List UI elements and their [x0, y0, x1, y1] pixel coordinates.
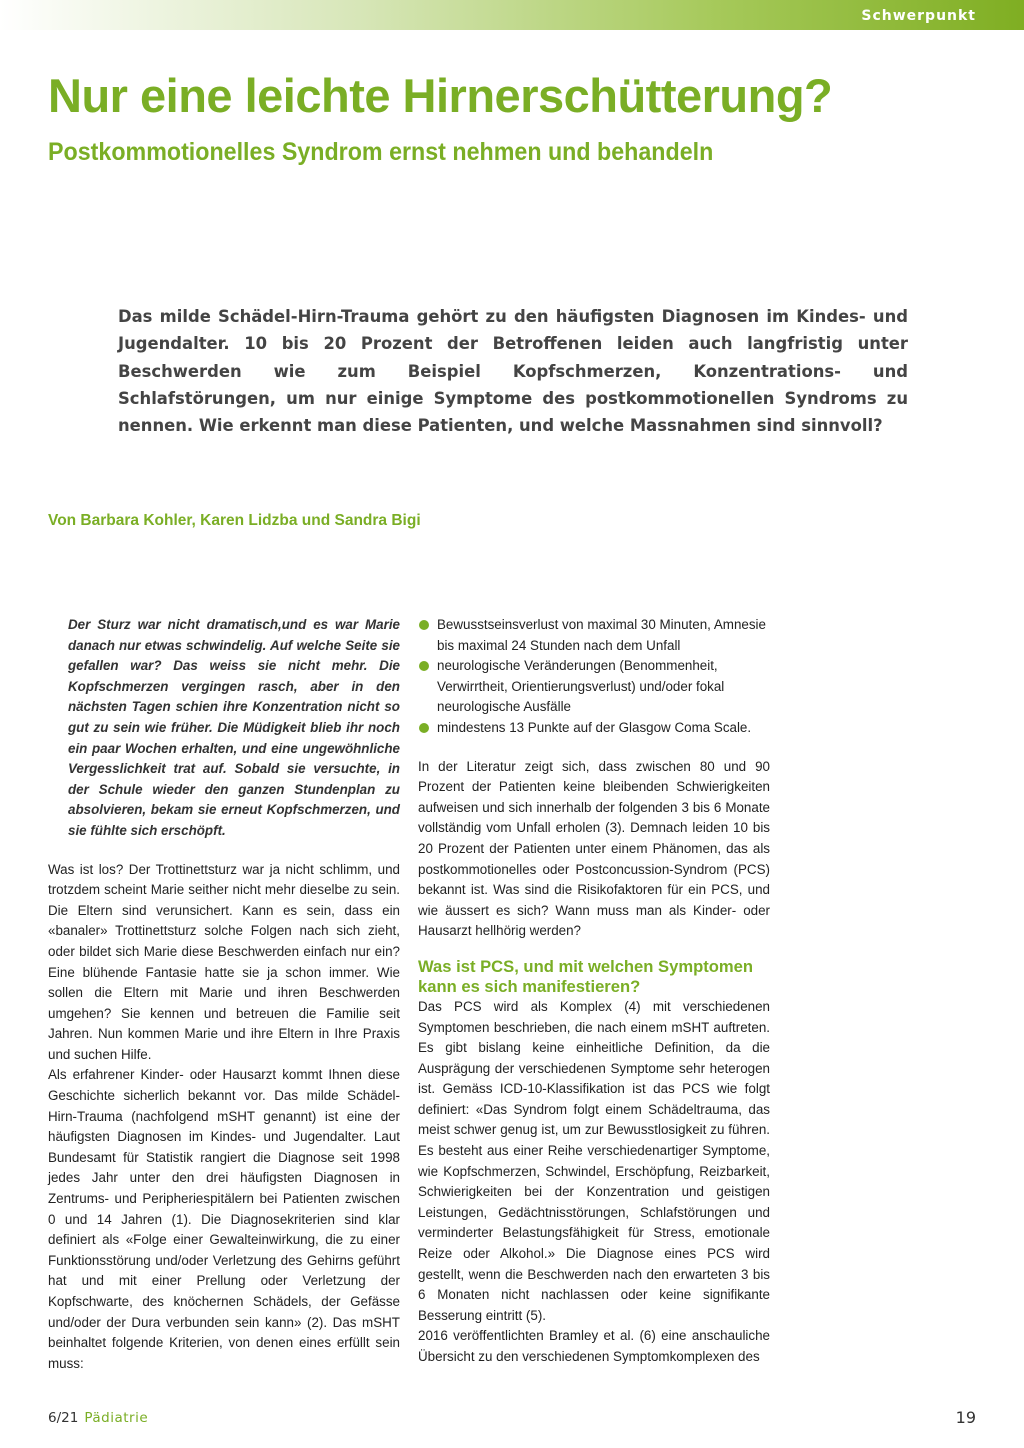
list-item-text: mindestens 13 Punkte auf der Glasgow Coma Scale. [437, 719, 752, 735]
bullet-dot-icon [419, 723, 429, 733]
article-subtitle: Postkommotionelles Syndrom ernst nehmen und behandeln [48, 138, 714, 166]
section-header-bar [0, 0, 1024, 30]
section-label: Schwerpunkt [861, 8, 976, 24]
list-item-text: neurologische Veränderungen (Benommenheit, Verwirrtheit, Orientierungsverlust) und/oder fokal neurologische Ausfälle [437, 658, 725, 715]
list-item [418, 615, 770, 656]
paragraph-gap [48, 842, 400, 860]
article-title: Nur eine leichte Hirnerschütterung? [48, 69, 833, 122]
issue-number: 6/21 [48, 1410, 79, 1426]
list-item [418, 656, 770, 718]
author-byline: Von Barbara Kohler, Karen Lidzba und Sandra Bigi [48, 512, 421, 529]
list-item [418, 718, 770, 739]
footer-issue-info [48, 1410, 148, 1426]
section-heading: Was ist PCS, und mit welchen Symptomen kann es sich manifestieren? [418, 956, 754, 996]
criteria-list [418, 615, 770, 739]
paragraph-gap [418, 739, 770, 757]
list-item-text: Bewusstseinsverlust von maximal 30 Minuten, Amnesie bis maximal 24 Stunden nach dem Unfall [437, 617, 766, 653]
paragraph-gap [418, 942, 770, 957]
right-column [418, 615, 770, 1368]
body-paragraph: 2016 veröffentlichten Bramley et al. (6) eine anschauliche Übersicht zu den verschiedenen Symptomkomplexen des [418, 1328, 770, 1364]
page-number: 19 [955, 1408, 976, 1427]
intro-paragraph: Der Sturz war nicht dramatisch,und es war Marie danach nur etwas schwindelig. Auf welche Seite sie gefallen war? Das weiss sie nicht mehr. Die Kopfschmerzen vergingen rasch, aber in den nächsten Tagen schien ihre Konzentration nicht so gut zu sein wie früher. Die Müdigkeit blieb ihr noch ein paar Wochen erhalten, und eine ungewöhnliche Vergesslichkeit trat auf. Sobald sie versuchte, in der Schule wieder den ganzen Stundenplan zu absolvieren, bekam sie erneut Kopfschmerzen, und sie fühlte sich erschöpft. [68, 617, 400, 838]
body-paragraph: Das PCS wird als Komplex (4) mit verschiedenen Symptomen beschrieben, die nach einem mSHT auftreten. Es gibt bislang keine einheitliche Definition, da die Ausprägung der verschiedenen Symptome sehr heterogen ist. Gemäss ICD-10-Klassifikation ist das PCS wie folgt definiert: «Das Syndrom folgt einem Schädeltrauma, das meist schwer genug ist, um zur Bewusstlosigkeit zu führen. Es besteht aus einer Reihe verschiedenartiger Symptome, wie Kopfschmerzen, Schwindel, Erschöpfung, Reizbarkeit, Schwierigkeiten bei der Konzentration und geistigen Leistungen, Gedächtnisstörungen, Schlafstörungen und verminderter Belastungsfähigkeit für Stress, emotionale Reize oder Alkohol.» Die Diagnose eines PCS wird gestellt, wenn die Beschwerden nach den erwarteten 3 bis 6 Monaten nicht nachlassen oder keine signifikante Besserung eintritt (5). [418, 998, 770, 1323]
body-paragraph: Was ist los? Der Trottinettsturz war ja nicht schlimm, und trotzdem scheint Marie seither nicht mehr dieselbe zu sein. Die Eltern sind verunsichert. Kann es sein, dass ein «banaler» Trottinettsturz solche Folgen nach sich zieht, oder bildet sich Marie diese Beschwerden einfach nur ein? Eine blühende Fantasie hatte sie ja schon immer. Wie sollen die Eltern mit Marie und ihren Beschwerden umgehen? Sie kennen und betreuen die Familie seit Jahren. Nun kommen Marie und ihre Eltern in Ihre Praxis und suchen Hilfe. [48, 861, 400, 1062]
bullet-dot-icon [419, 620, 429, 630]
journal-name: Pädiatrie [84, 1410, 149, 1426]
bullet-dot-icon [419, 661, 429, 671]
left-column [48, 615, 400, 1374]
article-lead: Das milde Schädel-Hirn-Trauma gehört zu den häufigsten Diagnosen im Kindes- und Jugendalter. 10 bis 20 Prozent der Betroffenen leiden auch langfristig unter Beschwerden wie zum Beispiel Kopfschmerzen, Konzentrations- und Schlafstörungen, um nur einige Symptome des postkommotionellen Syndroms zu nennen. Wie erkennt man diese Patienten, und welche Massnahmen sind sinnvoll? [118, 307, 908, 436]
body-paragraph: Als erfahrener Kinder- oder Hausarzt kommt Ihnen diese Geschichte sicherlich bekannt vor. Das milde Schädel-Hirn-Trauma (nachfolgend mSHT genannt) ist eine der häufigsten Diagnosen im Kindes- und Jugendalter. Laut Bundesamt für Statistik rangiert die Diagnose seit 1998 jedes Jahr unter den drei häufigsten Diagnosen in Zentrums- und Peripheriespitälern bei Patienten zwischen 0 und 14 Jahren (1). Die Diagnosekriterien sind klar definiert als «Folge einer Gewalteinwirkung, die zu einer Funktionsstörung und/oder Verletzung des Gehirns geführt hat und mit einer Prellung oder Verletzung der Kopfschwarte, des knöchernen Schädels, der Gefässe und/oder der Dura verbunden sein kann» (2). Das mSHT beinhaltet folgende Kriterien, von denen eines erfüllt sein muss: [48, 1067, 400, 1371]
body-paragraph: In der Literatur zeigt sich, dass zwischen 80 und 90 Prozent der Patienten keine bleibenden Schwierigkeiten aufweisen und sich innerhalb der folgenden 3 bis 6 Monate vollständig vom Unfall erholen (3). Demnach leiden 10 bis 20 Prozent der Patienten unter einem Phänomen, das als postkommotionelles oder Postconcussion-Syndrom (PCS) bekannt ist. Was sind die Risikofaktoren für ein PCS, und wie äussert es sich? Wann muss man als Kinder- oder Hausarzt hellhörig werden? [418, 758, 770, 939]
